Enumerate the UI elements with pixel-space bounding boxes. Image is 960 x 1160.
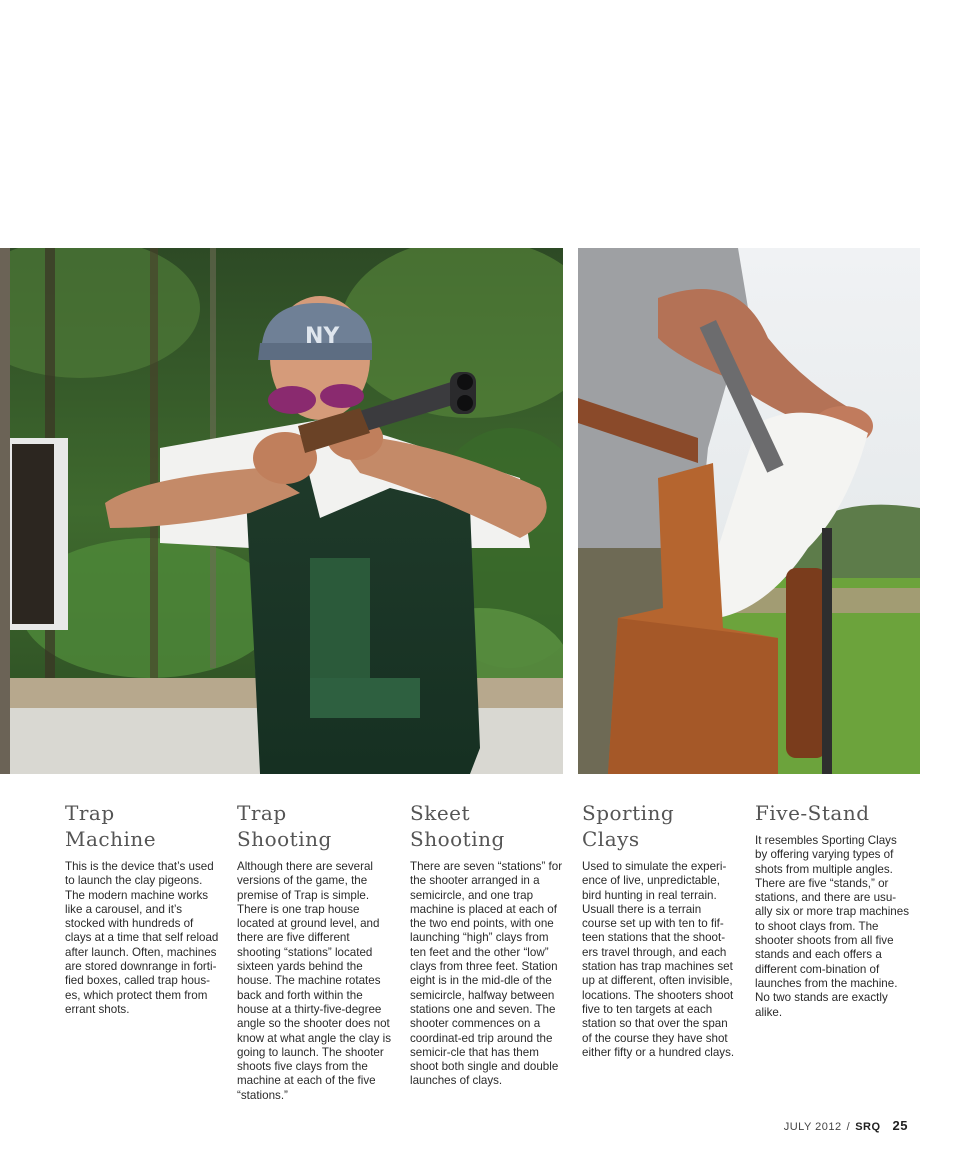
article-heading — [582, 800, 737, 852]
heading-line-2: Clays — [582, 827, 640, 851]
article-body: There are seven “stations” for the shooter arranged in a semicircle, and one trap machine is placed at each of the two end points, with one launching “high” clays from ten feet and the other “low” clays from three feet. Station eight is in the mid-dle of the semicircle, halfway between stations one and seven. The shooter commences on a coordinat-ed trip around the semicir-cle that has them shoot both single and double launches of clays. — [410, 860, 563, 1088]
article-body: It resembles Sporting Clays by offering varying types of shots from multiple angles. There are five “stands,” or stations, and there are usu-ally six or more trap machines to shoot clays from. The shooter shoots from all five stands and each offers a different com-bination of launches from the machine. No two stands are exactly alike. — [755, 834, 909, 1019]
heading-line-1: Five-Stand — [755, 801, 870, 825]
article-trap-machine — [65, 800, 220, 1017]
article-heading — [755, 800, 910, 826]
heading-line-2: Shooting — [237, 827, 332, 851]
article-body: This is the device that’s used to launch the clay pigeons. The modern machine works like a carousel, and it’s stocked with hundreds of clays at a time that self reload after launch. Often, machines are stored downrange in forti-fied boxes, called trap hous-es, which protect them from errant shots. — [65, 860, 219, 1016]
article-heading — [237, 800, 392, 852]
article-body: Used to simulate the experi-ence of live, unpredictable, bird hunting in real terrain. Usuall there is a terrain course set up with ten to fif-teen stations that the shoot-ers travel through, and each station has trap machines set up at different, often invisible, locations. The shooters shoot five to ten targets at each station so that over the span of the course they have shot either fifty or a hundred clays. — [582, 860, 735, 1059]
heading-line-1: Trap — [237, 801, 287, 825]
article-trap-shooting — [237, 800, 392, 1103]
heading-line-1: Trap — [65, 801, 115, 825]
page-footer — [784, 1118, 908, 1133]
heading-line-2: Shooting — [410, 827, 505, 851]
article-sporting-clays — [582, 800, 737, 1060]
article-heading — [65, 800, 220, 852]
article-five-stand — [755, 800, 910, 1020]
issue-date: JULY 2012 — [783, 1121, 842, 1133]
article-skeet-shooting — [410, 800, 565, 1089]
article-body: Although there are several versions of the game, the premise of Trap is simple. There is one trap house located at ground level, and there are five different shooting “stations” located sixteen yards behind the house. The machine rotates back and forth within the house at a thirty-five-degree angle so the shooter does not know at what angle the clay is going to launch. The shooter shoots five clays from the machine at each of the five “stations.” — [237, 860, 392, 1102]
footer-separator: / — [846, 1121, 851, 1133]
magazine-name: SRQ — [855, 1121, 881, 1133]
shotgun-holster-photo — [578, 248, 920, 774]
article-heading — [410, 800, 565, 852]
trap-shooter-aiming-photo — [0, 248, 563, 774]
heading-line-2: Machine — [65, 827, 157, 851]
hat-logo: NY — [305, 324, 340, 349]
heading-line-1: Skeet — [410, 801, 471, 825]
heading-line-1: Sporting — [582, 801, 675, 825]
page-number: 25 — [892, 1118, 908, 1133]
